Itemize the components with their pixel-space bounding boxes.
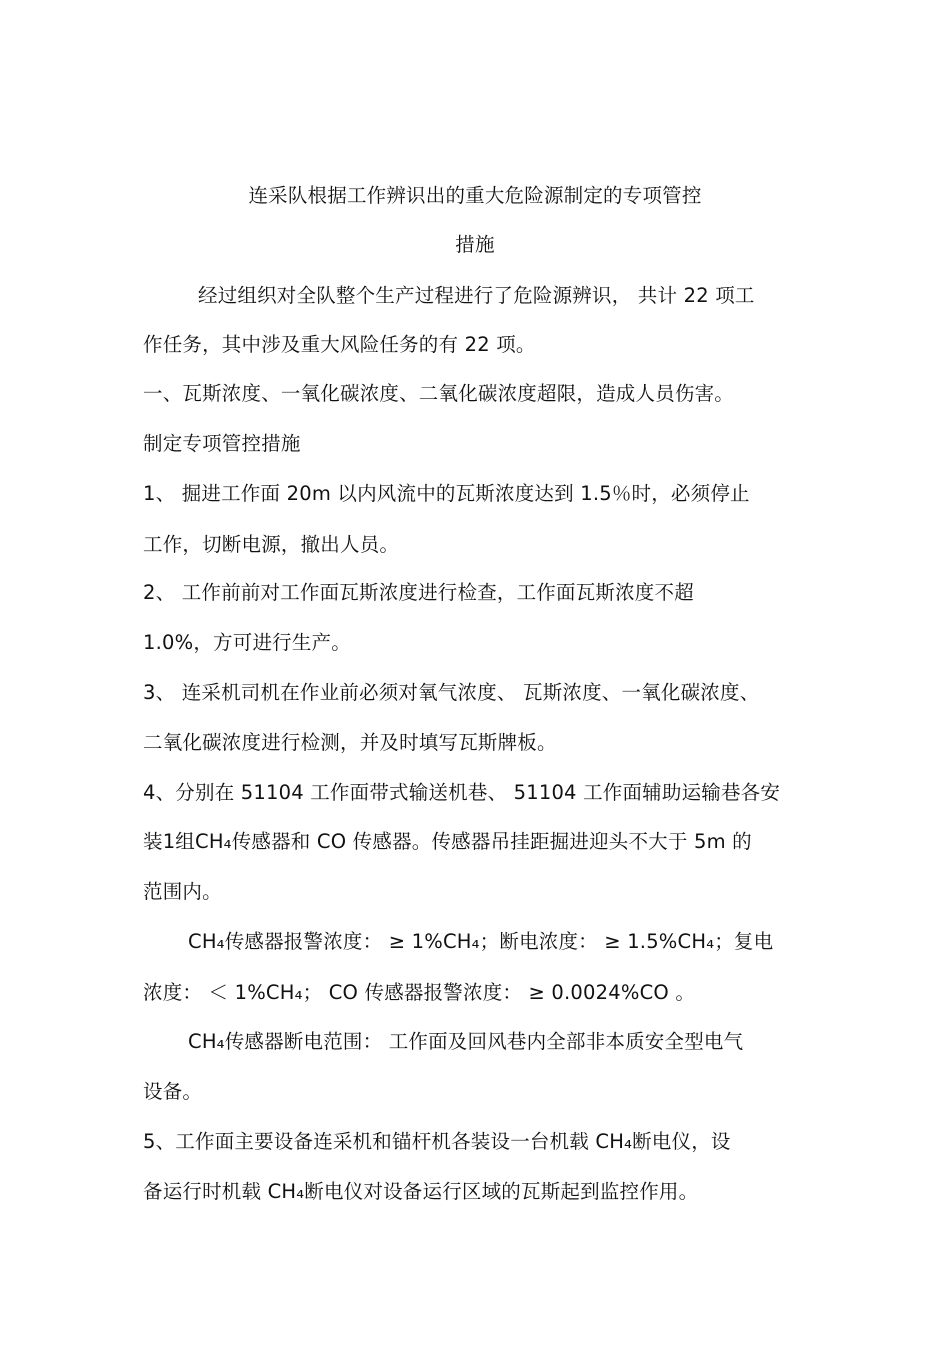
item-5-line-1: 5、工作面主要设备连采机和锚杆机各装设一台机载 CH₄断电仪，设 — [143, 1130, 731, 1153]
item-4-line-3: 范围内。 — [143, 880, 222, 903]
item-2-line-1: 2、 工作前前对工作面瓦斯浓度进行检查，工作面瓦斯浓度不超 — [143, 581, 694, 604]
sensor-params-line-3: CH₄传感器断电范围： 工作面及回风巷内全部非本质安全型电气 — [188, 1030, 744, 1053]
sensor-params-line-2: 浓度： ＜ 1%CH₄； CO 传感器报警浓度： ≥ 0.0024%CO 。 — [143, 981, 696, 1004]
item-5-line-2: 备运行时机载 CH₄断电仪对设备运行区域的瓦斯起到监控作用。 — [143, 1180, 699, 1203]
document-title-line-2: 措施 — [455, 233, 495, 256]
sensor-params-line-1: CH₄传感器报警浓度： ≥ 1%CH₄；断电浓度： ≥ 1.5%CH₄；复电 — [188, 930, 774, 953]
document-title-line-1: 连采队根据工作辨识出的重大危险源制定的专项管控 — [248, 184, 702, 207]
item-2-line-2: 1.0%，方可进行生产。 — [143, 631, 351, 654]
item-4-line-2: 装1组CH₄传感器和 CO 传感器。传感器吊挂距掘进迎头不大于 5m 的 — [143, 830, 752, 853]
sensor-params-line-4: 设备。 — [143, 1080, 203, 1103]
item-3-line-1: 3、 连采机司机在作业前必须对氧气浓度、 瓦斯浓度、一氧化碳浓度、 — [143, 681, 760, 704]
item-1-line-2: 工作，切断电源，撤出人员。 — [143, 533, 400, 556]
item-1-line-1: 1、 掘进工作面 20m 以内风流中的瓦斯浓度达到 1.5％时，必须停止 — [143, 482, 750, 505]
section-1-subheading: 制定专项管控措施 — [143, 432, 301, 455]
intro-paragraph-line-2: 作任务，其中涉及重大风险任务的有 22 项。 — [143, 333, 536, 356]
item-3-line-2: 二氧化碳浓度进行检测，并及时填写瓦斯牌板。 — [143, 731, 557, 754]
item-4-line-1: 4、分别在 51104 工作面带式输送机巷、 51104 工作面辅助运输巷各安 — [143, 781, 781, 804]
intro-paragraph-line-1: 经过组织对全队整个生产过程进行了危险源辨识， 共计 22 项工 — [198, 284, 755, 307]
section-1-heading: 一、瓦斯浓度、一氧化碳浓度、二氧化碳浓度超限，造成人员伤害。 — [143, 382, 735, 405]
